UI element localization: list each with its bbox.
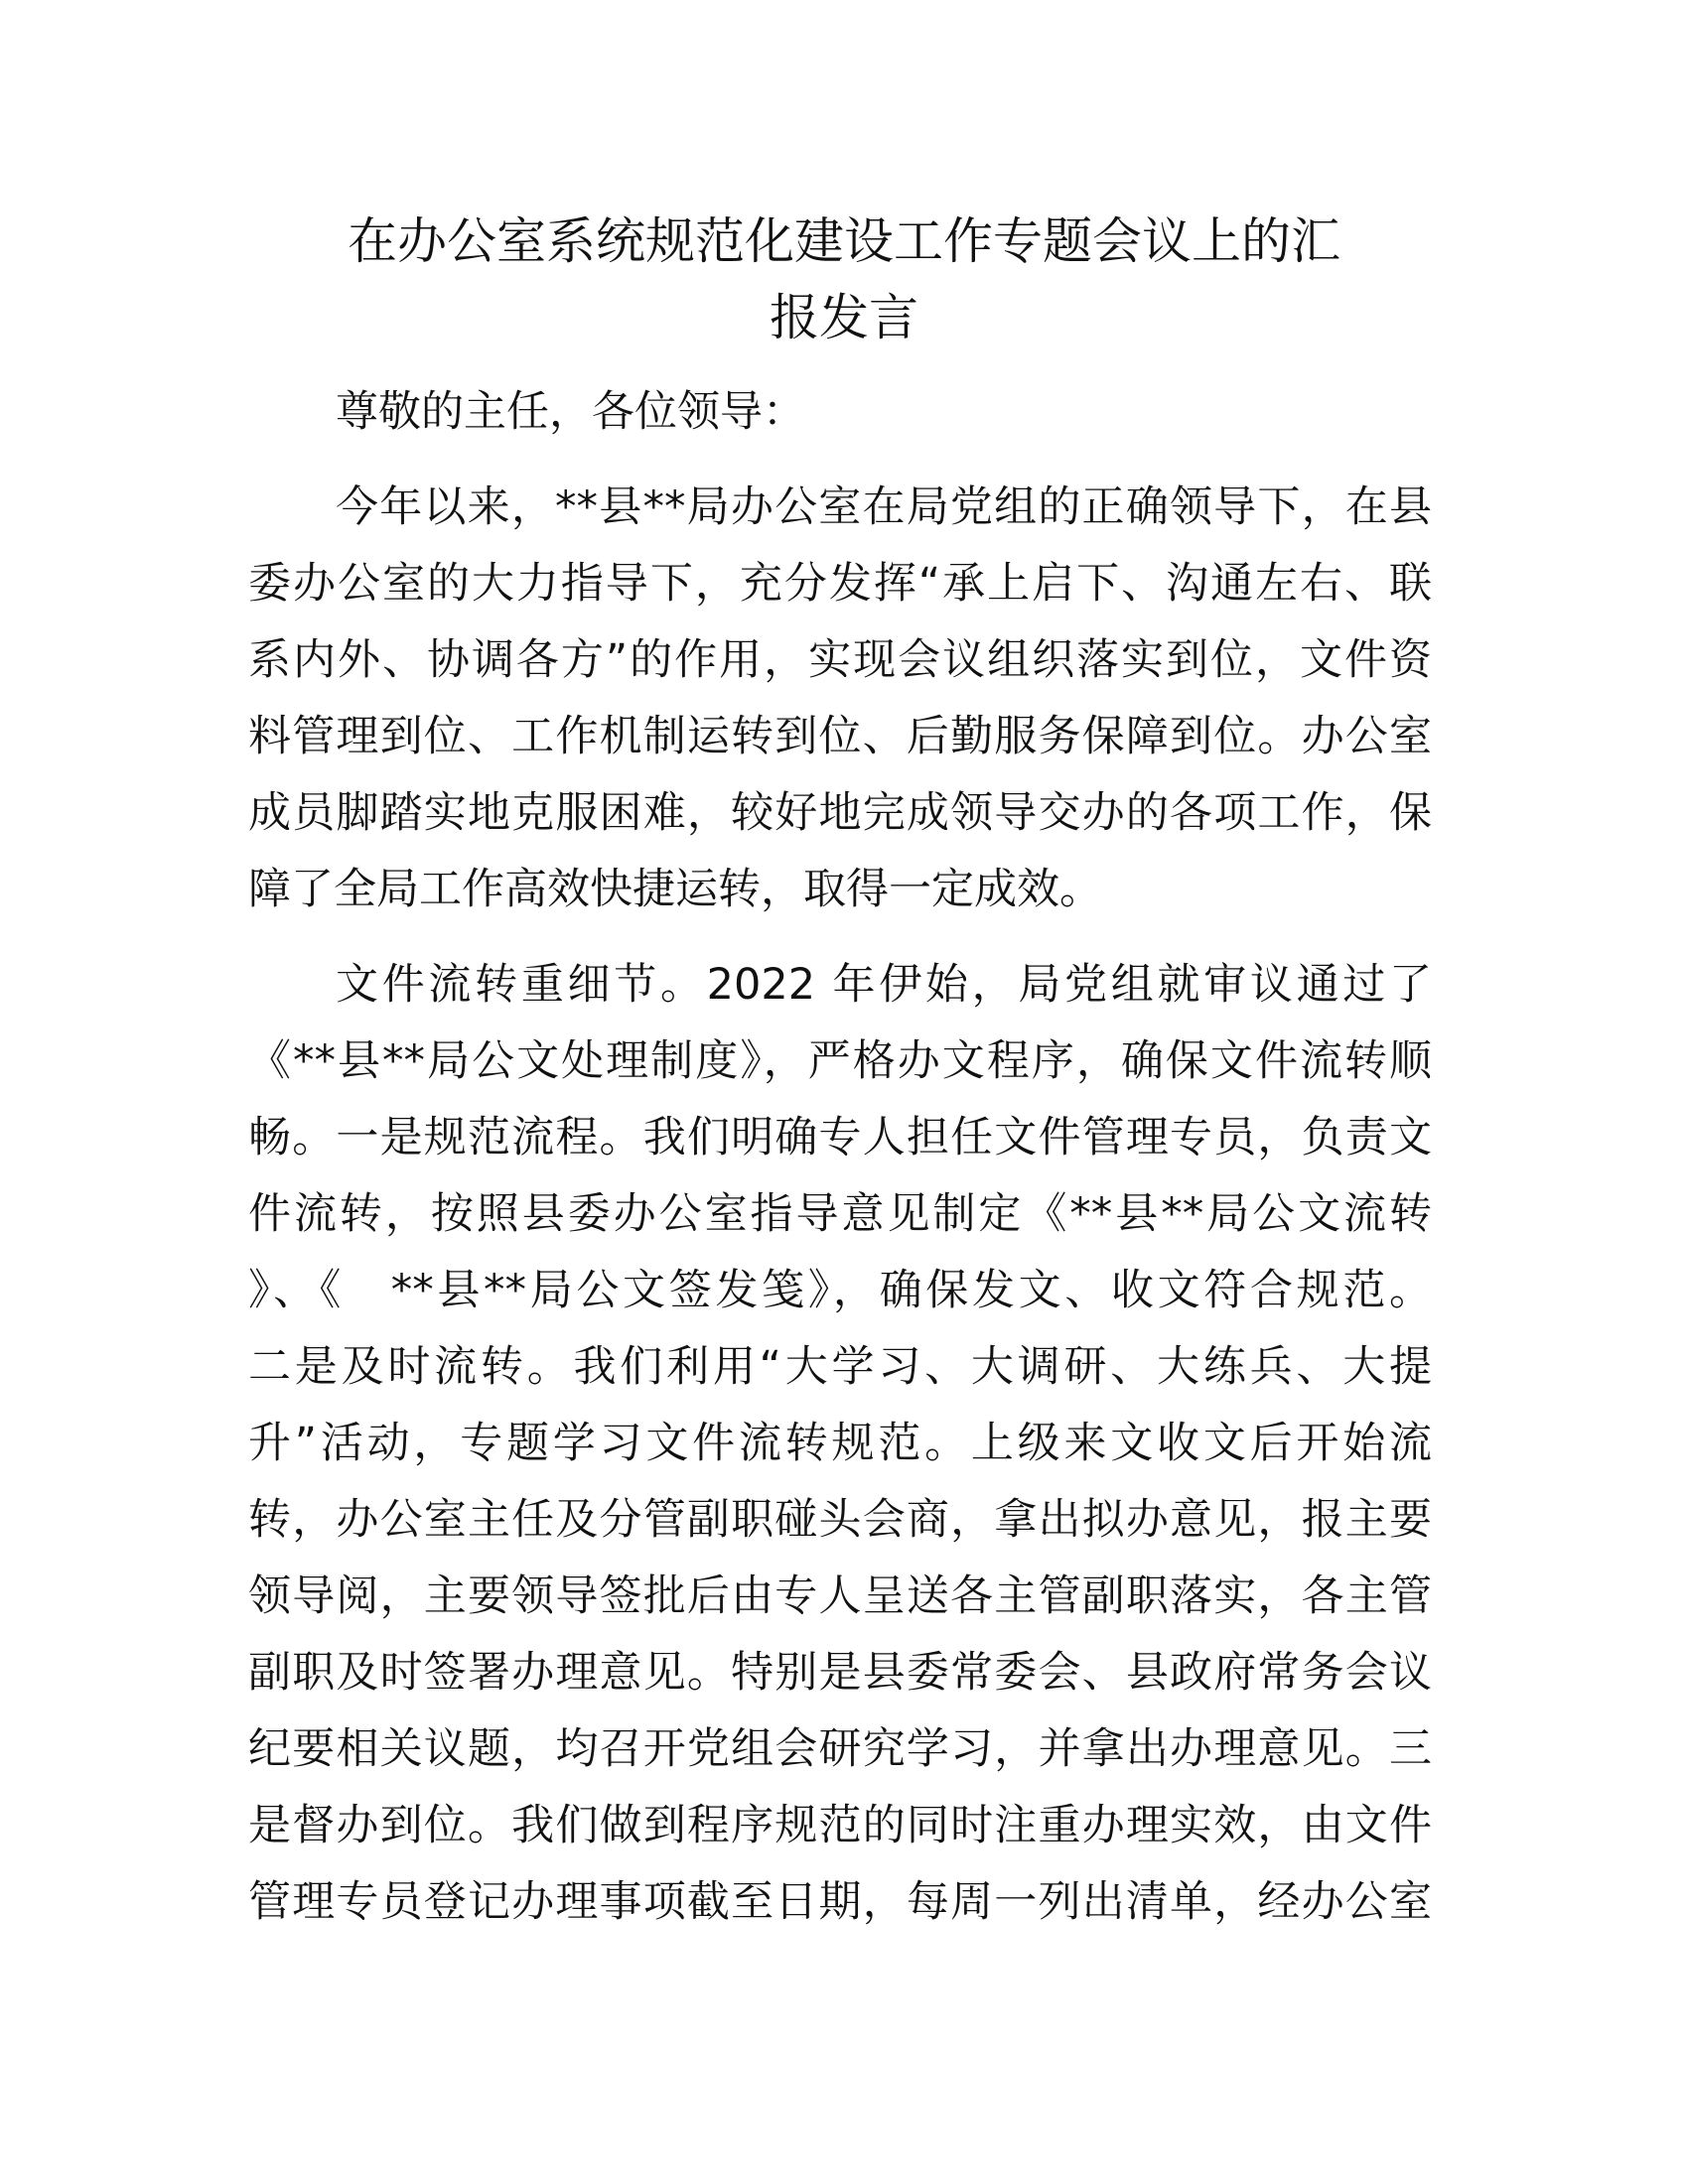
paragraph-intro — [248, 470, 1432, 928]
text-line: 纪要相关议题，均召开党组会研究学习，并拿出办理意见。三 — [248, 1724, 1432, 1774]
text-line: 文件流转重细节。2022 年伊始，局党组就审议通过了 — [336, 960, 1432, 1010]
text-line: 系内外、协调各方”的作用，实现会议组织落实到位，文件资 — [248, 635, 1432, 685]
text-line: 料管理到位、工作机制运转到位、后勤服务保障到位。办公室 — [248, 712, 1432, 761]
text-line: 畅。一是规范流程。我们明确专人担任文件管理专员，负责文 — [248, 1113, 1432, 1162]
paragraph-file-flow — [248, 947, 1432, 1941]
document-body — [248, 374, 1432, 1960]
title-line-2: 报发言 — [770, 289, 918, 346]
text-line: 副职及时签署办理意见。特别是县委常委会、县政府常务会议 — [248, 1648, 1432, 1698]
text-line: 》、《 **县**局公文签发笺》，确保发文、收文符合规范。 — [248, 1266, 1432, 1315]
text-line: 转，办公室主任及分管副职碰头会商，拿出拟办意见，报主要 — [248, 1495, 1432, 1545]
text-line: 是督办到位。我们做到程序规范的同时注重办理实效，由文件 — [248, 1801, 1432, 1850]
text-line: 《**县**局公文处理制度》，严格办文程序，确保文件流转顺 — [248, 1036, 1432, 1086]
text-line: 委办公室的大力指导下，充分发挥“承上启下、沟通左右、联 — [248, 559, 1432, 609]
greeting: 尊敬的主任，各位领导： — [336, 387, 805, 437]
document-title — [228, 204, 1460, 356]
text-line: 领导阅，主要领导签批后由专人呈送各主管副职落实，各主管 — [248, 1571, 1432, 1621]
text-line: 障了全局工作高效快捷运转，取得一定成效。 — [248, 865, 1102, 914]
text-line: 成员脚踏实地克服困难，较好地完成领导交办的各项工作，保 — [248, 788, 1432, 838]
text-line: 升”活动，专题学习文件流转规范。上级来文收文后开始流 — [248, 1419, 1432, 1468]
text-line: 件流转，按照县委办公室指导意见制定《**县**局公文流转 — [248, 1189, 1432, 1239]
text-line: 二是及时流转。我们利用“大学习、大调研、大练兵、大提 — [248, 1342, 1432, 1392]
text-line: 管理专员登记办理事项截至日期，每周一列出清单，经办公室 — [248, 1877, 1432, 1927]
title-line-1: 在办公室系统规范化建设工作专题会议上的汇 — [348, 212, 1340, 270]
greeting-paragraph — [248, 374, 1432, 451]
text-line: 今年以来，**县**局办公室在局党组的正确领导下，在县 — [336, 482, 1432, 532]
